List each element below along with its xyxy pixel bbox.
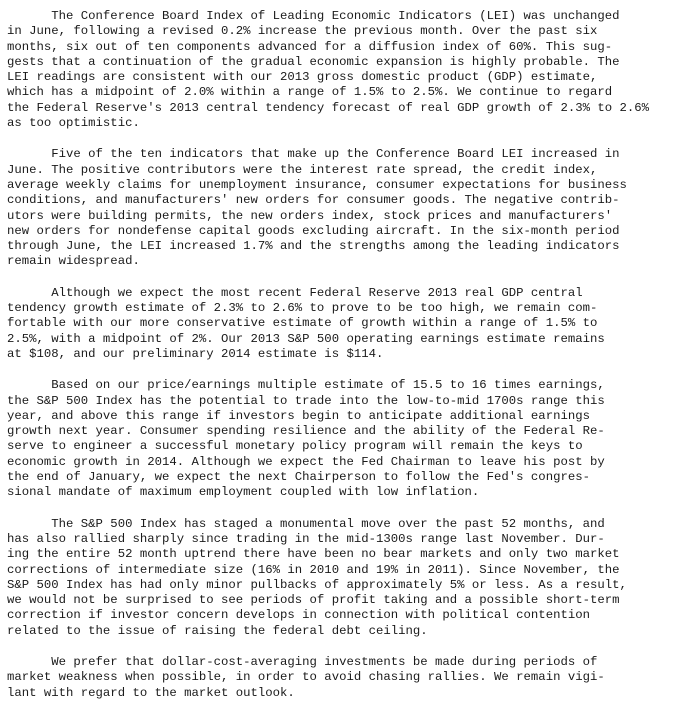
text-line: S&P 500 Index has had only minor pullbacks of approximately 5% or less. As a result, bbox=[7, 577, 627, 592]
text-line: tendency growth estimate of 2.3% to 2.6% to prove to be too high, we remain com- bbox=[7, 301, 598, 316]
text-line: as too optimistic. bbox=[7, 116, 140, 131]
text-line: correction if investor concern develops in connection with political contention bbox=[7, 608, 590, 623]
text-line: LEI readings are consistent with our 2013 gross domestic product (GDP) estimate, bbox=[7, 70, 598, 85]
paragraph-pe-multiple bbox=[7, 378, 695, 500]
text-line: 2.5%, with a midpoint of 2%. Our 2013 S&P 500 operating earnings estimate remains bbox=[7, 331, 605, 346]
paragraph-indicators bbox=[7, 147, 695, 269]
text-line: through June, the LEI increased 1.7% and the strengths among the leading indicators bbox=[7, 239, 620, 254]
text-line: fortable with our more conservative estimate of growth within a range of 1.5% to bbox=[7, 316, 598, 331]
text-line: which has a midpoint of 2.0% within a range of 1.5% to 2.5%. We continue to regard bbox=[7, 85, 613, 100]
paragraph-gdp-estimate bbox=[7, 286, 695, 362]
text-line: corrections of intermediate size (16% in 2010 and 19% in 2011). Since November, the bbox=[7, 562, 620, 577]
text-line: new orders for nondefense capital goods excluding aircraft. In the six-month period bbox=[7, 223, 620, 238]
text-line: remain widespread. bbox=[7, 254, 140, 269]
text-line: utors were building permits, the new orders index, stock prices and manufacturers' bbox=[7, 208, 613, 223]
text-line: we would not be surprised to see periods of profit taking and a possible short-term bbox=[7, 593, 620, 608]
text-line: The Conference Board Index of Leading Economic Indicators (LEI) was unchanged bbox=[7, 9, 620, 23]
text-line: related to the issue of raising the federal debt ceiling. bbox=[7, 623, 428, 638]
paragraph-dollar-cost-averaging bbox=[7, 655, 695, 701]
text-line: conditions, and manufacturers' new orders for consumer goods. The negative contrib- bbox=[7, 193, 620, 208]
text-line: year, and above this range if investors begin to anticipate additional earnings bbox=[7, 408, 590, 423]
text-line: has also rallied sharply since trading in the mid-1300s range last November. Dur- bbox=[7, 531, 605, 546]
text-line: serve to engineer a successful monetary policy program will remain the keys to bbox=[7, 439, 583, 454]
paragraph-lei-unchanged bbox=[7, 9, 695, 131]
text-line: the Federal Reserve's 2013 central tendency forecast of real GDP growth of 2.3% to 2.6% bbox=[7, 100, 650, 115]
text-line: economic growth in 2014. Although we expect the Fed Chairman to leave his post by bbox=[7, 454, 605, 469]
text-line: at $108, and our preliminary 2014 estimate is $114. bbox=[7, 346, 384, 361]
text-line: the S&P 500 Index has the potential to trade into the low-to-mid 1700s range this bbox=[7, 393, 605, 408]
text-line: ing the entire 52 month uptrend there have been no bear markets and only two market bbox=[7, 547, 620, 562]
text-line: Five of the ten indicators that make up the Conference Board LEI increased in bbox=[7, 147, 620, 162]
text-line: Although we expect the most recent Federal Reserve 2013 real GDP central bbox=[7, 285, 583, 300]
paragraph-sp500-move bbox=[7, 517, 695, 639]
text-line: sional mandate of maximum employment coupled with low inflation. bbox=[7, 485, 480, 500]
text-line: months, six out of ten components advanced for a diffusion index of 60%. This sug- bbox=[7, 39, 613, 54]
text-line: average weekly claims for unemployment insurance, consumer expectations for business bbox=[7, 177, 627, 192]
text-line: growth next year. Consumer spending resilience and the ability of the Federal Re- bbox=[7, 424, 605, 439]
text-line: Based on our price/earnings multiple estimate of 15.5 to 16 times earnings, bbox=[7, 378, 605, 393]
text-line: We prefer that dollar-cost-averaging investments be made during periods of bbox=[7, 654, 598, 669]
text-line: market weakness when possible, in order to avoid chasing rallies. We remain vigi- bbox=[7, 670, 605, 685]
text-line: The S&P 500 Index has staged a monumental move over the past 52 months, and bbox=[7, 516, 605, 531]
text-line: in June, following a revised 0.2% increase the previous month. Over the past six bbox=[7, 24, 598, 39]
document-body bbox=[7, 9, 695, 717]
text-line: the end of January, we expect the next Chairperson to follow the Fed's congres- bbox=[7, 470, 590, 485]
text-line: lant with regard to the market outlook. bbox=[7, 685, 295, 700]
text-line: June. The positive contributors were the interest rate spread, the credit index, bbox=[7, 162, 598, 177]
text-line: gests that a continuation of the gradual economic expansion is highly probable. The bbox=[7, 54, 620, 69]
